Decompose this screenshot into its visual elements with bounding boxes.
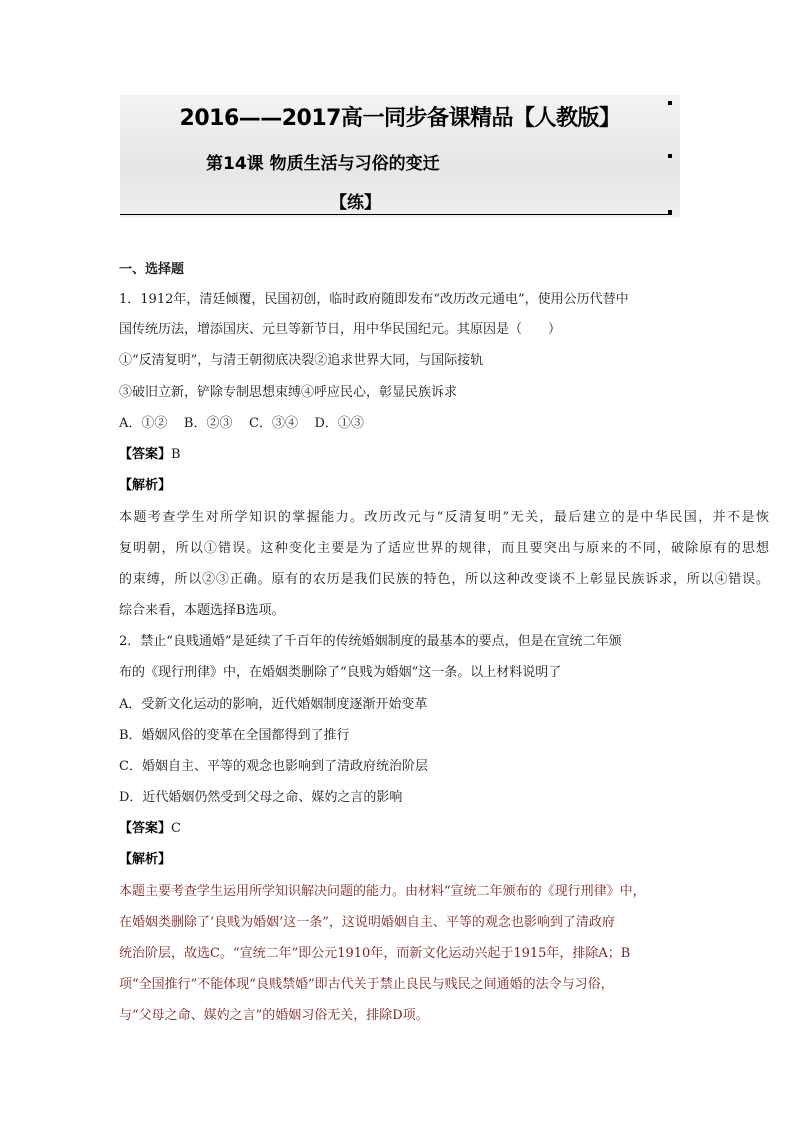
q2-analysis-line: 与“父母之命、媒妁之言”的婚姻习俗无关，排除D项。 — [119, 1008, 429, 1023]
q2-analysis-line: 在婚姻类删除了‘良贱为婚姻’这一条”，这说明婚姻自主、平等的观念也影响到了清政府 — [119, 915, 615, 930]
q2-analysis-line: 统治阶层，故选C。“宣统二年”即公元1910年，而新文化运动兴起于1915年，排除A；B — [119, 946, 631, 961]
lesson-title: 第14课 物质生活与习俗的变迁 — [206, 154, 440, 174]
q2-option-a: A．受新文化运动的影响，近代婚姻制度逐渐开始变革 — [119, 697, 428, 712]
q1-answer — [119, 447, 181, 463]
q1-analysis-line: 本题考查学生对所学知识的掌握能力。改历改元与“反清复明”无关，最后建立的是中华民国，并不是恢 — [119, 510, 769, 525]
q2-analysis-label: 【解析】 — [119, 852, 172, 867]
answer-label: 【答案】 — [119, 447, 172, 462]
document-title: 2016——2017高一同步备课精品【人教版】 — [179, 106, 621, 131]
answer-label: 【答案】 — [119, 821, 172, 836]
corner-mark — [668, 154, 672, 158]
q2-option-d: D．近代婚姻仍然受到父母之命、媒妁之言的影响 — [119, 790, 403, 805]
q2-analysis-line: 项“全国推行”不能体现“良贱禁婚”即古代关于禁止良民与贱民之间通婚的法令与习俗， — [119, 977, 614, 992]
q1-analysis-line: 复明朝，所以①错误。这种变化主要是为了适应世界的规律，而且要突出与原来的不同，破除原有的思想 — [119, 541, 769, 556]
answer-value: C — [171, 821, 181, 836]
exercise-tag: 【练】 — [330, 193, 381, 213]
q2-analysis-line: 本题主要考查学生运用所学知识解决问题的能力。由材料“宣统二年颁布的《现行刑律》中， — [119, 884, 646, 899]
corner-mark — [668, 210, 672, 214]
header-banner — [120, 95, 680, 217]
q1-item-line: ③破旧立新，铲除专制思想束缚④呼应民心，彰显民族诉求 — [119, 385, 458, 400]
q2-option-c: C．婚姻自主、平等的观念也影响到了清政府统治阶层 — [119, 759, 428, 774]
q1-stem-line: 国传统历法，增添国庆、元旦等新节日，用中华民国纪元。其原因是（ ） — [119, 322, 562, 337]
corner-mark — [668, 101, 672, 105]
q2-stem-line: 布的《现行刑律》中，在婚姻类删除了“良贱为婚姻”这一条。以上材料说明了 — [119, 665, 562, 680]
q1-stem-line: 1．1912年，清廷倾覆，民国初创，临时政府随即发布“改历改元通电”，使用公历代替中 — [119, 292, 629, 307]
section-title: 一、选择题 — [119, 262, 185, 277]
q1-analysis-line: 的束缚，所以②③正确。原有的农历是我们民族的特色，所以这种改变谈不上彰显民族诉求，所以④错误。 — [119, 572, 769, 587]
q1-options: A．①② B．②③ C．③④ D．①③ — [119, 416, 364, 431]
q2-option-b: B．婚姻风俗的变革在全国都得到了推行 — [119, 728, 350, 743]
q2-stem-line: 2．禁止“良贱通婚”是延续了千百年的传统婚姻制度的最基本的要点，但是在宣统二年颁 — [119, 634, 622, 649]
q1-analysis-line: 综合来看，本题选择B选项。 — [119, 603, 285, 618]
q1-item-line: ①“反清复明”，与清王朝彻底决裂②追求世界大同，与国际接轨 — [119, 353, 484, 368]
q2-answer — [119, 821, 181, 837]
header-rule — [120, 214, 672, 215]
answer-value: B — [171, 447, 181, 462]
q1-analysis-label: 【解析】 — [119, 478, 172, 493]
